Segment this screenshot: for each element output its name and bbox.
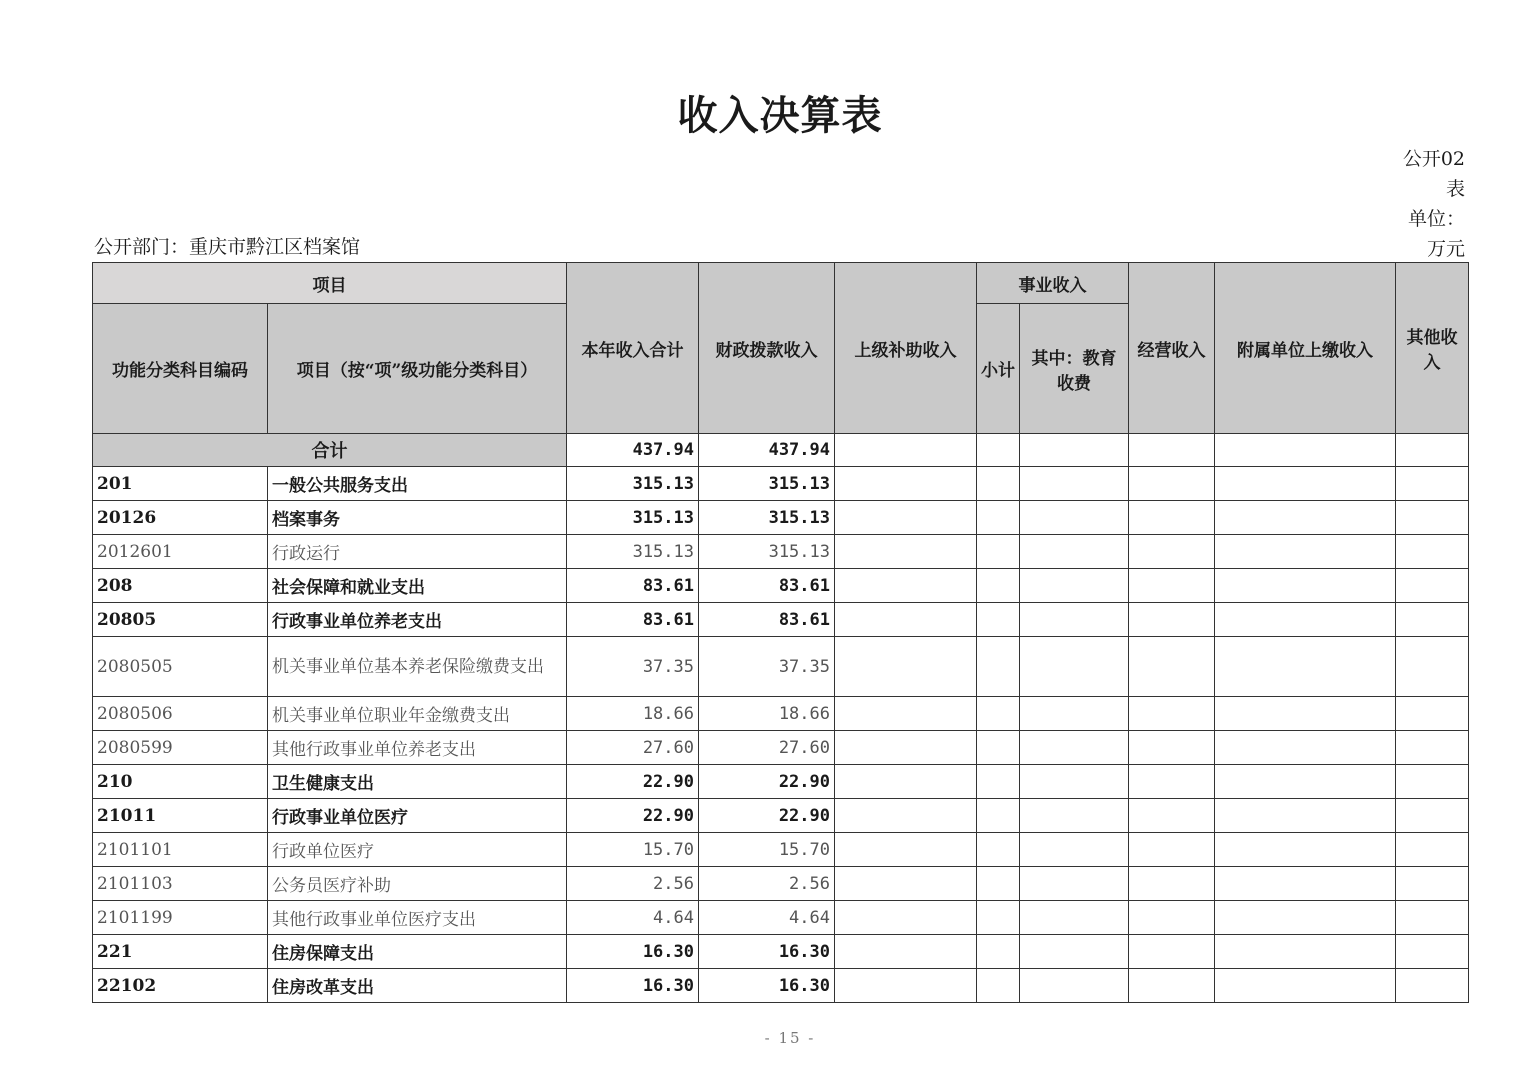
row-fiscal: 18.66	[699, 697, 835, 731]
row-code: 210	[93, 765, 268, 799]
empty-cell	[835, 765, 977, 799]
row-fiscal: 16.30	[699, 969, 835, 1003]
row-total: 22.90	[567, 799, 699, 833]
row-fiscal: 315.13	[699, 535, 835, 569]
empty-cell	[1396, 637, 1469, 697]
empty-cell	[835, 901, 977, 935]
row-fiscal: 83.61	[699, 603, 835, 637]
header-edu: 其中：教育收费	[1020, 304, 1129, 434]
empty-cell	[1129, 901, 1215, 935]
empty-cell	[835, 501, 977, 535]
header-code: 功能分类科目编码	[93, 304, 268, 434]
empty-cell	[977, 501, 1020, 535]
empty-cell	[835, 935, 977, 969]
empty-cell	[977, 765, 1020, 799]
empty-cell	[1396, 501, 1469, 535]
row-total: 22.90	[567, 765, 699, 799]
table-row	[93, 833, 1469, 867]
empty-cell	[1215, 901, 1396, 935]
empty-cell	[1020, 535, 1129, 569]
table-row	[93, 467, 1469, 501]
row-name: 住房改革支出	[268, 969, 567, 1003]
empty-cell	[1129, 969, 1215, 1003]
row-total: 16.30	[567, 969, 699, 1003]
row-name: 住房保障支出	[268, 935, 567, 969]
empty-cell	[1020, 799, 1129, 833]
row-total: 315.13	[567, 467, 699, 501]
empty-cell	[1129, 501, 1215, 535]
empty-cell	[1020, 935, 1129, 969]
empty-cell	[1129, 535, 1215, 569]
empty-cell	[1396, 799, 1469, 833]
table-row	[93, 569, 1469, 603]
row-code: 20805	[93, 603, 268, 637]
row-name: 行政事业单位养老支出	[268, 603, 567, 637]
table-row	[93, 731, 1469, 765]
empty-cell	[1020, 467, 1129, 501]
empty-cell	[1129, 697, 1215, 731]
empty-cell	[835, 603, 977, 637]
row-total: 315.13	[567, 535, 699, 569]
empty-cell	[835, 535, 977, 569]
empty-cell	[977, 697, 1020, 731]
empty-cell	[1215, 434, 1396, 467]
empty-cell	[977, 434, 1020, 467]
row-total: 315.13	[567, 501, 699, 535]
row-fiscal: 315.13	[699, 467, 835, 501]
empty-cell	[1396, 603, 1469, 637]
empty-cell	[1396, 867, 1469, 901]
page-number: - 15 -	[764, 1029, 816, 1047]
row-total: 37.35	[567, 637, 699, 697]
row-fiscal: 4.64	[699, 901, 835, 935]
empty-cell	[977, 867, 1020, 901]
row-name: 行政运行	[268, 535, 567, 569]
row-total: 16.30	[567, 935, 699, 969]
empty-cell	[1129, 935, 1215, 969]
empty-cell	[1215, 969, 1396, 1003]
table-row	[93, 697, 1469, 731]
row-fiscal: 16.30	[699, 935, 835, 969]
row-fiscal: 2.56	[699, 867, 835, 901]
empty-cell	[1215, 569, 1396, 603]
page-title: 收入决算表	[677, 92, 883, 139]
empty-cell	[1129, 731, 1215, 765]
row-fiscal: 37.35	[699, 637, 835, 697]
empty-cell	[1396, 467, 1469, 501]
header-operating: 经营收入	[1129, 263, 1215, 434]
empty-cell	[977, 799, 1020, 833]
empty-cell	[1396, 935, 1469, 969]
empty-cell	[1129, 434, 1215, 467]
empty-cell	[1020, 833, 1129, 867]
row-code: 2101101	[93, 833, 268, 867]
empty-cell	[1020, 901, 1129, 935]
row-name: 机关事业单位基本养老保险缴费支出	[268, 637, 567, 697]
empty-cell	[1020, 731, 1129, 765]
empty-cell	[1215, 731, 1396, 765]
empty-cell	[977, 569, 1020, 603]
row-code: 2080599	[93, 731, 268, 765]
form-number-line: 公开02	[1402, 148, 1465, 170]
row-name: 公务员医疗补助	[268, 867, 567, 901]
row-total: 27.60	[567, 731, 699, 765]
empty-cell	[1129, 637, 1215, 697]
empty-cell	[1020, 697, 1129, 731]
empty-cell	[835, 969, 977, 1003]
empty-cell	[1215, 637, 1396, 697]
table-row	[93, 765, 1469, 799]
empty-cell	[977, 969, 1020, 1003]
total-fiscal: 437.94	[699, 434, 835, 467]
table-row	[93, 901, 1469, 935]
empty-cell	[835, 867, 977, 901]
header-other: 其他收入	[1396, 263, 1469, 434]
row-code: 208	[93, 569, 268, 603]
row-fiscal: 22.90	[699, 799, 835, 833]
row-code: 2080505	[93, 637, 268, 697]
empty-cell	[977, 833, 1020, 867]
header-name: 项目（按“项”级功能分类科目）	[268, 304, 567, 434]
empty-cell	[1396, 569, 1469, 603]
row-name: 行政事业单位医疗	[268, 799, 567, 833]
unit-value: 万元	[1426, 238, 1465, 260]
header-subsidy: 上级补助收入	[835, 263, 977, 434]
table-row	[93, 799, 1469, 833]
empty-cell	[1215, 603, 1396, 637]
empty-cell	[1129, 867, 1215, 901]
empty-cell	[1215, 535, 1396, 569]
empty-cell	[1215, 765, 1396, 799]
row-total: 83.61	[567, 603, 699, 637]
row-fiscal: 83.61	[699, 569, 835, 603]
header-fiscal: 财政拨款收入	[699, 263, 835, 434]
empty-cell	[1020, 765, 1129, 799]
empty-cell	[1215, 833, 1396, 867]
row-total: 4.64	[567, 901, 699, 935]
empty-cell	[1215, 467, 1396, 501]
empty-cell	[1129, 765, 1215, 799]
empty-cell	[1396, 969, 1469, 1003]
empty-cell	[1129, 603, 1215, 637]
empty-cell	[1020, 637, 1129, 697]
empty-cell	[1396, 434, 1469, 467]
empty-cell	[1396, 833, 1469, 867]
row-code: 21011	[93, 799, 268, 833]
empty-cell	[1020, 434, 1129, 467]
row-code: 2101103	[93, 867, 268, 901]
row-code: 2012601	[93, 535, 268, 569]
empty-cell	[977, 535, 1020, 569]
table-row	[93, 501, 1469, 535]
empty-cell	[835, 731, 977, 765]
row-name: 一般公共服务支出	[268, 467, 567, 501]
table-row	[93, 867, 1469, 901]
row-total: 15.70	[567, 833, 699, 867]
header-total: 本年收入合计	[567, 263, 699, 434]
row-code: 20126	[93, 501, 268, 535]
row-fiscal: 22.90	[699, 765, 835, 799]
empty-cell	[1215, 697, 1396, 731]
row-total: 18.66	[567, 697, 699, 731]
total-label: 合计	[93, 434, 567, 467]
total-row	[93, 434, 1469, 467]
empty-cell	[1129, 569, 1215, 603]
empty-cell	[835, 569, 977, 603]
empty-cell	[1396, 535, 1469, 569]
table-row	[93, 535, 1469, 569]
empty-cell	[1020, 603, 1129, 637]
empty-cell	[1215, 501, 1396, 535]
row-code: 22102	[93, 969, 268, 1003]
table-row	[93, 935, 1469, 969]
total-amount: 437.94	[567, 434, 699, 467]
empty-cell	[1020, 969, 1129, 1003]
header-business: 事业收入	[977, 263, 1129, 304]
empty-cell	[835, 799, 977, 833]
row-code: 221	[93, 935, 268, 969]
revenue-table	[92, 262, 1469, 1003]
empty-cell	[835, 637, 977, 697]
empty-cell	[1396, 731, 1469, 765]
row-total: 2.56	[567, 867, 699, 901]
row-fiscal: 15.70	[699, 833, 835, 867]
row-name: 其他行政事业单位医疗支出	[268, 901, 567, 935]
empty-cell	[977, 901, 1020, 935]
form-number	[1375, 144, 1465, 264]
empty-cell	[977, 731, 1020, 765]
empty-cell	[977, 603, 1020, 637]
empty-cell	[835, 467, 977, 501]
empty-cell	[1215, 867, 1396, 901]
empty-cell	[835, 833, 977, 867]
empty-cell	[977, 935, 1020, 969]
row-name: 机关事业单位职业年金缴费支出	[268, 697, 567, 731]
empty-cell	[835, 434, 977, 467]
empty-cell	[977, 467, 1020, 501]
empty-cell	[1396, 765, 1469, 799]
empty-cell	[1020, 569, 1129, 603]
row-code: 201	[93, 467, 268, 501]
empty-cell	[1215, 799, 1396, 833]
empty-cell	[1396, 901, 1469, 935]
empty-cell	[1020, 867, 1129, 901]
empty-cell	[1129, 467, 1215, 501]
table-row	[93, 603, 1469, 637]
header-item: 项目	[93, 263, 567, 304]
header-subtotal: 小计	[977, 304, 1020, 434]
table-row	[93, 969, 1469, 1003]
row-name: 档案事务	[268, 501, 567, 535]
row-name: 社会保障和就业支出	[268, 569, 567, 603]
unit-label: 单位：	[1407, 208, 1465, 230]
row-name: 卫生健康支出	[268, 765, 567, 799]
row-fiscal: 315.13	[699, 501, 835, 535]
header-affiliated: 附属单位上缴收入	[1215, 263, 1396, 434]
empty-cell	[1396, 697, 1469, 731]
row-code: 2101199	[93, 901, 268, 935]
form-number-line: 表	[1445, 178, 1465, 200]
row-fiscal: 27.60	[699, 731, 835, 765]
row-name: 其他行政事业单位养老支出	[268, 731, 567, 765]
row-code: 2080506	[93, 697, 268, 731]
empty-cell	[1020, 501, 1129, 535]
empty-cell	[1215, 935, 1396, 969]
empty-cell	[1129, 799, 1215, 833]
empty-cell	[977, 637, 1020, 697]
row-total: 83.61	[567, 569, 699, 603]
department-label: 公开部门：重庆市黔江区档案馆	[94, 236, 361, 258]
row-name: 行政单位医疗	[268, 833, 567, 867]
empty-cell	[1129, 833, 1215, 867]
empty-cell	[835, 697, 977, 731]
table-row	[93, 637, 1469, 697]
